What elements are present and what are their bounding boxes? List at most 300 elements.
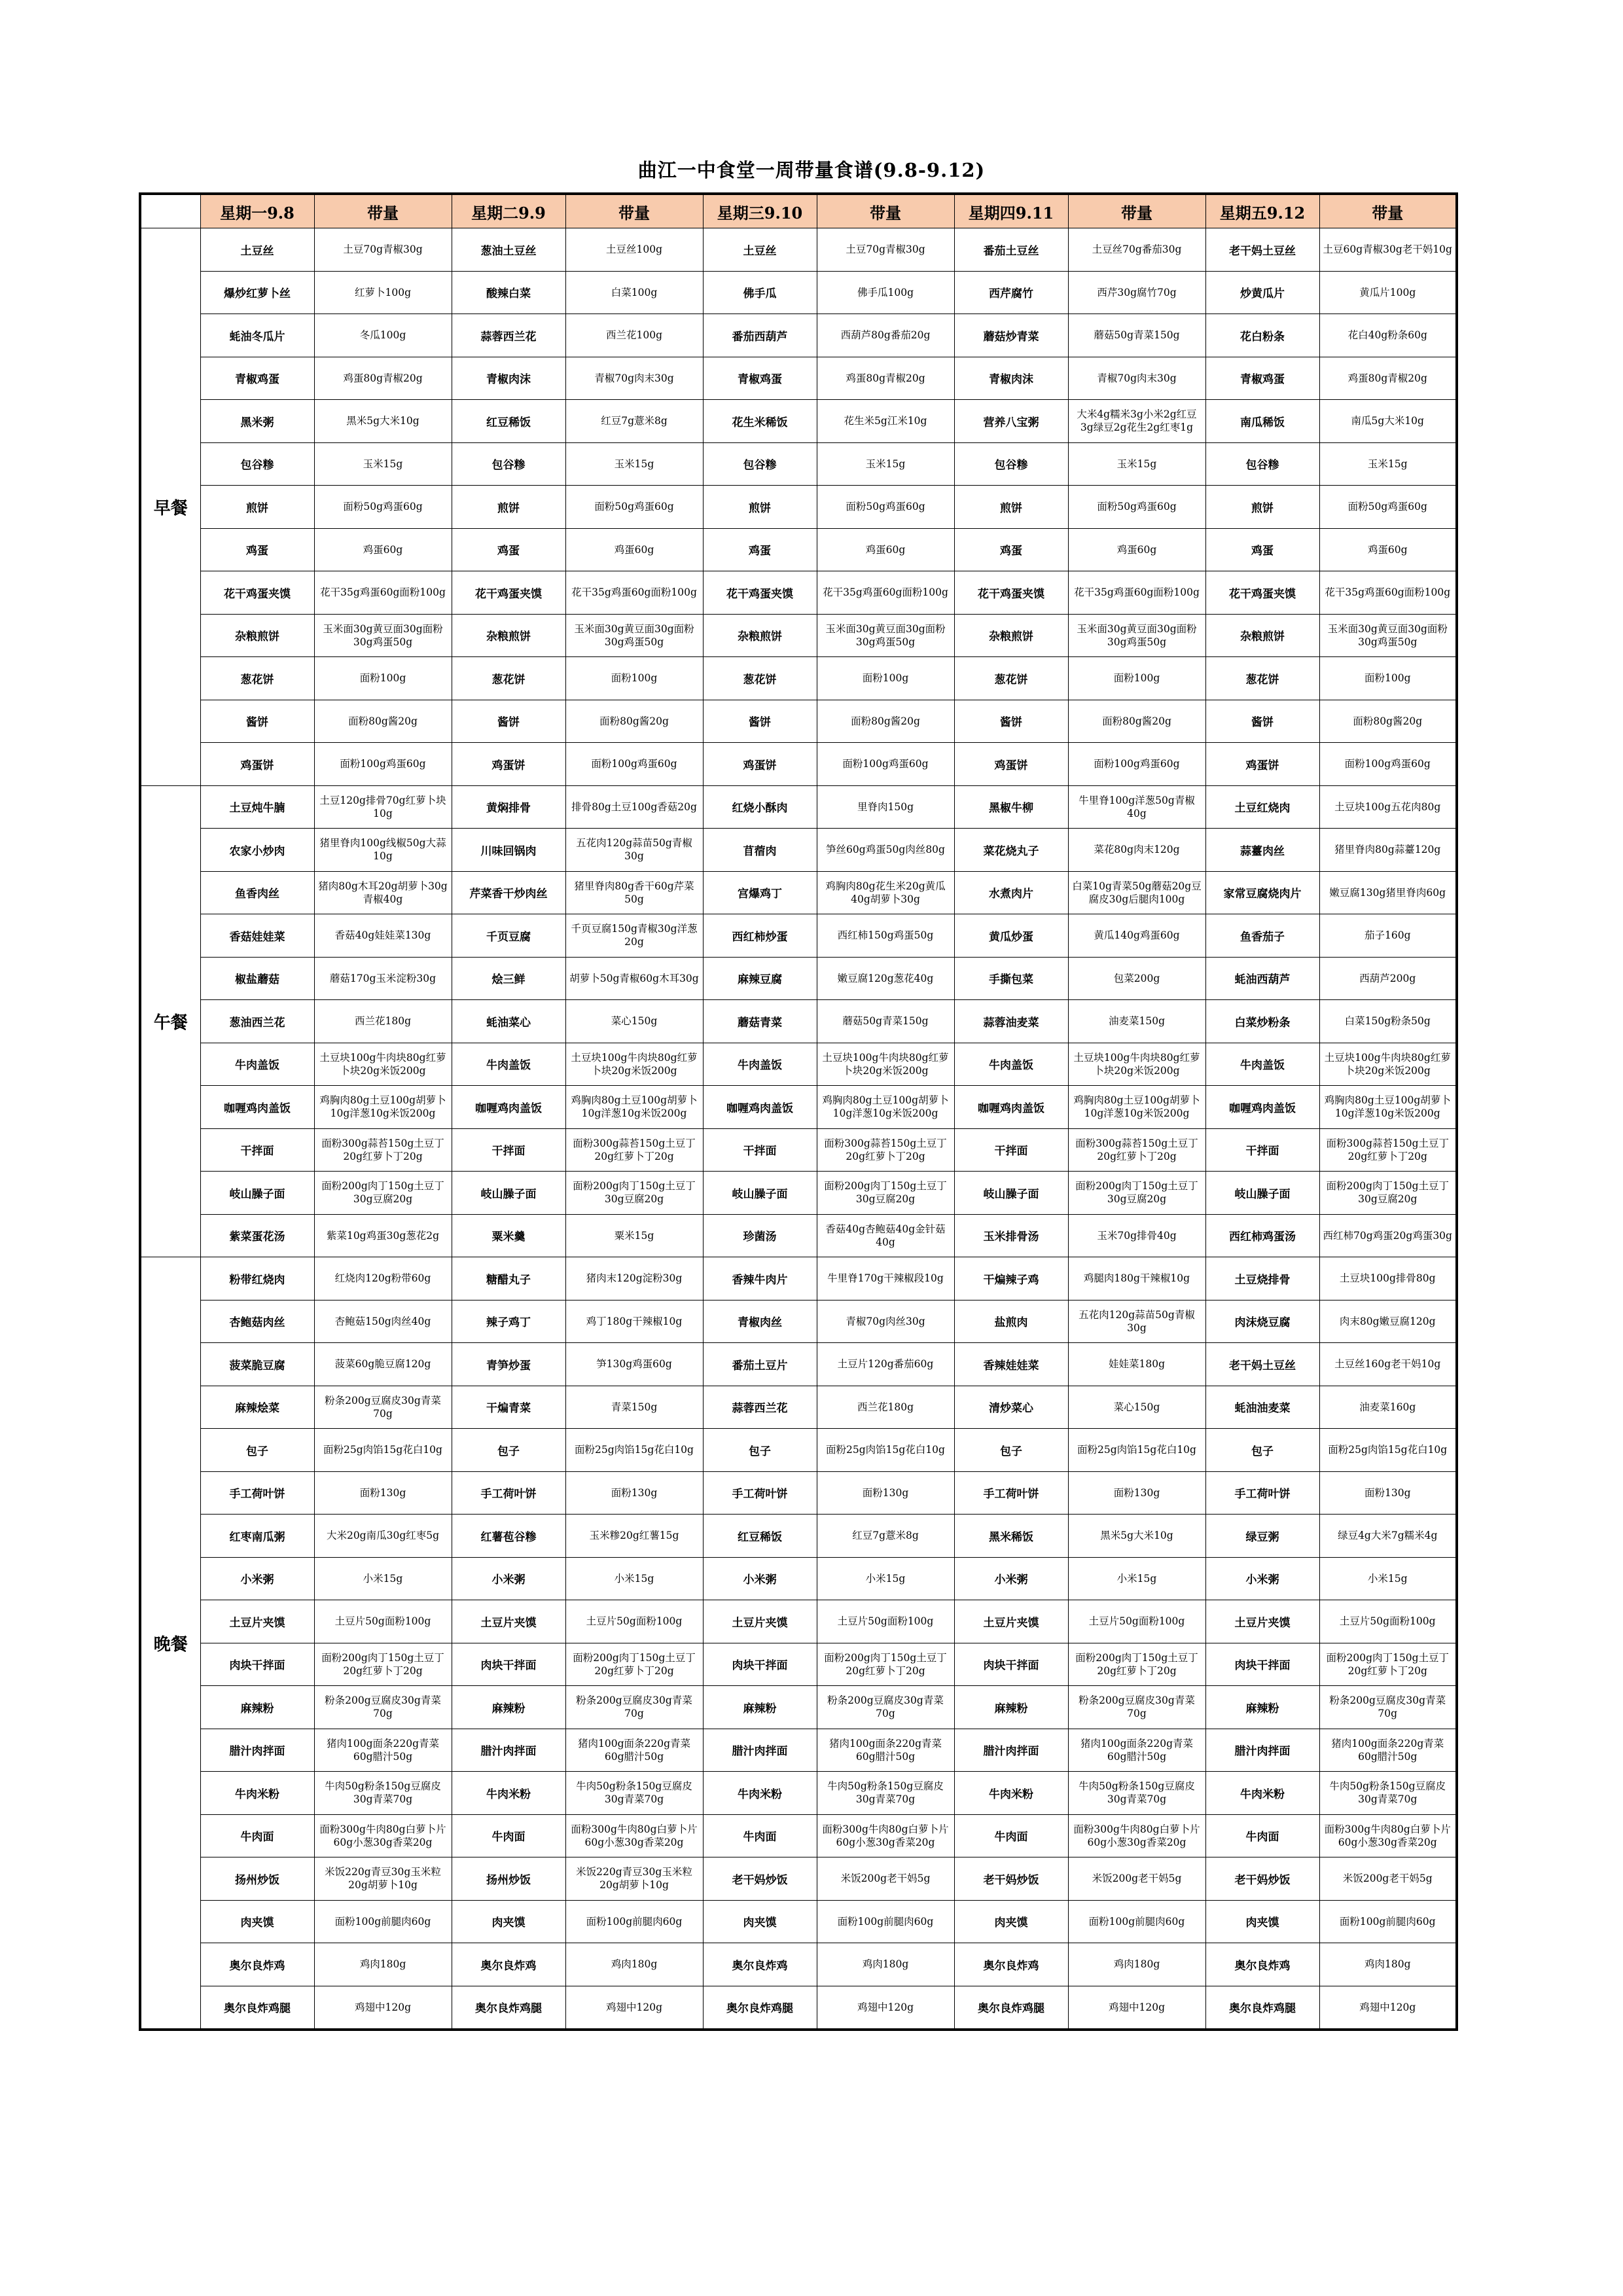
dish-name: 川味回锅肉 xyxy=(452,829,565,872)
amount-text: 鸡腿肉180g干辣椒10g xyxy=(1083,1272,1190,1285)
dish-name: 煎饼 xyxy=(703,486,817,529)
amount-text: 土豆丝160g老干妈10g xyxy=(1334,1358,1441,1371)
amount-text: 面粉130g xyxy=(359,1486,406,1499)
dish-name: 腊汁肉拌面 xyxy=(703,1729,817,1772)
dish-name: 包谷糁 xyxy=(452,442,565,486)
dish-name: 苜蓿肉 xyxy=(703,829,817,872)
amount-text: 面粉100g前腿肉60g xyxy=(334,1915,431,1928)
amount-text: 鸡胸肉80g花生米20g黄瓜40g胡萝卜30g xyxy=(825,880,946,905)
dish-name: 麻辣粉 xyxy=(1205,1686,1319,1729)
dish-amount xyxy=(565,1086,703,1129)
dish-amount xyxy=(565,1772,703,1815)
amount-text: 面粉200g肉丁150g土豆丁20g红萝卜丁20g xyxy=(1326,1651,1449,1677)
dish-amount xyxy=(1068,614,1205,657)
amount-text: 粉条200g豆腐皮30g青菜70g xyxy=(325,1394,441,1420)
dish-name: 奥尔良炸鸡 xyxy=(200,1943,314,1986)
dish-name: 蘑菇炒青菜 xyxy=(954,314,1068,357)
dish-amount xyxy=(1068,657,1205,700)
dish-name: 番茄西葫芦 xyxy=(703,314,817,357)
dish-name: 牛肉米粉 xyxy=(703,1772,817,1815)
amount-text: 青椒70g肉末30g xyxy=(1097,372,1177,384)
dish-amount xyxy=(1068,700,1205,743)
amount-text: 鸡蛋60g xyxy=(1367,543,1408,556)
amount-text: 粉条200g豆腐皮30g青菜70g xyxy=(325,1695,441,1720)
amount-text: 鸡肉180g xyxy=(1364,1958,1411,1971)
amount-text: 猪肉100g面条220g青菜60g腊汁50g xyxy=(577,1737,690,1763)
amount-text: 牛里脊100g洋葱50g青椒40g xyxy=(1079,794,1195,819)
dish-amount xyxy=(817,1857,954,1901)
amount-text: 嫩豆腐120g葱花40g xyxy=(837,972,934,984)
dish-amount xyxy=(817,1943,954,1986)
amount-text: 面粉50g鸡蛋60g xyxy=(343,501,423,513)
amount-text: 面粉25g肉馅15g花白10g xyxy=(1328,1444,1448,1456)
dish-name: 咖喱鸡肉盖饭 xyxy=(200,1086,314,1129)
amount-text: 鸡肉180g xyxy=(1113,1958,1160,1971)
amount-text: 面粉100g xyxy=(359,672,406,685)
amount-text: 米饭200g老干妈5g xyxy=(1342,1873,1433,1885)
dish-amount xyxy=(817,1257,954,1300)
dish-name: 蒜蓉西兰花 xyxy=(703,1386,817,1429)
amount-text: 西兰花100g xyxy=(605,329,662,342)
dish-amount xyxy=(1319,1257,1457,1300)
amount-text: 鸡蛋60g xyxy=(1116,543,1157,556)
dish-name: 咖喱鸡肉盖饭 xyxy=(452,1086,565,1129)
amount-text: 玉米面30g黄豆面30g面粉30g鸡蛋50g xyxy=(1327,622,1448,648)
dish-name: 牛肉盖饭 xyxy=(954,1043,1068,1086)
dish-amount xyxy=(1319,1900,1457,1943)
dish-name: 青椒鸡蛋 xyxy=(1205,357,1319,400)
dish-name: 麻辣烩菜 xyxy=(200,1386,314,1429)
amount-text: 米饭200g老干妈5g xyxy=(1092,1873,1182,1885)
header-row xyxy=(140,194,1457,228)
dish-name: 老干妈炒饭 xyxy=(954,1857,1068,1901)
amount-text: 面粉25g肉馅15g花白10g xyxy=(826,1444,945,1456)
dish-amount xyxy=(565,271,703,314)
amount-text: 面粉100g鸡蛋60g xyxy=(340,758,426,770)
amount-text: 鸡胸肉80g土豆100g胡萝卜10g洋葱10g米饭200g xyxy=(822,1094,949,1120)
dish-name: 腊汁肉拌面 xyxy=(1205,1729,1319,1772)
amount-text: 面粉200g肉丁150g土豆丁30g豆腐20g xyxy=(321,1180,444,1206)
amount-text: 鸡翅中120g xyxy=(354,2001,411,2013)
dish-name: 岐山臊子面 xyxy=(1205,1172,1319,1215)
dish-amount xyxy=(314,700,452,743)
amount-text: 鸡翅中120g xyxy=(605,2001,662,2013)
dish-amount xyxy=(817,271,954,314)
amount-text: 面粉300g牛肉80g白萝卜片60g小葱30g香菜20g xyxy=(822,1823,949,1848)
dish-amount xyxy=(1068,914,1205,958)
amount-text: 猪肉100g面条220g青菜60g腊汁50g xyxy=(1331,1737,1444,1763)
amount-text: 小米15g xyxy=(614,1572,654,1585)
dish-amount xyxy=(817,528,954,571)
dish-name: 麻辣豆腐 xyxy=(703,957,817,1000)
dish-name: 葱花饼 xyxy=(703,657,817,700)
amount-text: 面粉100g前腿肉60g xyxy=(837,1915,934,1928)
dish-amount xyxy=(565,657,703,700)
dish-amount xyxy=(1068,1086,1205,1129)
dish-name: 牛肉米粉 xyxy=(200,1772,314,1815)
dish-name: 肉块干拌面 xyxy=(1205,1643,1319,1686)
dish-name: 小米粥 xyxy=(452,1557,565,1600)
dish-amount xyxy=(817,743,954,786)
dish-name: 奥尔良炸鸡 xyxy=(703,1943,817,1986)
dish-name: 花干鸡蛋夹馍 xyxy=(200,571,314,615)
amount-text: 面粉100g xyxy=(1364,672,1411,685)
dish-amount xyxy=(1068,1943,1205,1986)
dish-name: 包子 xyxy=(703,1429,817,1472)
amount-text: 土豆120g排骨70g红萝卜块10g xyxy=(319,794,446,819)
dish-amount xyxy=(1319,571,1457,615)
dish-amount xyxy=(1068,1172,1205,1215)
menu-row xyxy=(140,1772,1457,1815)
dish-name: 牛肉面 xyxy=(703,1814,817,1857)
amount-text: 西红柿70g鸡蛋20g鸡蛋30g xyxy=(1323,1229,1452,1242)
dish-name: 鸡蛋 xyxy=(1205,528,1319,571)
amount-text: 西兰花180g xyxy=(857,1401,914,1413)
amount-text: 玉米面30g黄豆面30g面粉30g鸡蛋50g xyxy=(574,622,694,648)
dish-amount xyxy=(314,1429,452,1472)
amount-text: 米饭220g青豆30g玉米粒20g胡萝卜10g xyxy=(325,1866,441,1892)
menu-row xyxy=(140,400,1457,443)
amount-text: 菠菜60g脆豆腐120g xyxy=(334,1358,431,1371)
amount-text: 面粉200g肉丁150g土豆丁30g豆腐20g xyxy=(1326,1180,1449,1206)
dish-name: 煎饼 xyxy=(200,486,314,529)
dish-amount xyxy=(314,829,452,872)
dish-name: 葱花饼 xyxy=(1205,657,1319,700)
dish-amount xyxy=(1068,442,1205,486)
dish-name: 青椒鸡蛋 xyxy=(703,357,817,400)
amount-text: 小米15g xyxy=(363,1572,403,1585)
dish-amount xyxy=(565,1386,703,1429)
dish-amount xyxy=(817,829,954,872)
amount-text: 西葫芦200g xyxy=(1359,972,1416,984)
amount-text: 牛肉50g粉条150g豆腐皮30g青菜70g xyxy=(325,1780,441,1806)
dish-name: 土豆红烧肉 xyxy=(1205,785,1319,829)
dish-amount xyxy=(817,1686,954,1729)
dish-name: 土豆炖牛腩 xyxy=(200,785,314,829)
dish-amount xyxy=(817,1172,954,1215)
dish-amount xyxy=(1068,1429,1205,1472)
dish-name: 肉块干拌面 xyxy=(703,1643,817,1686)
dish-amount xyxy=(1319,700,1457,743)
amount-text: 排骨80g土豆100g香菇20g xyxy=(571,800,697,813)
dish-name: 西红柿鸡蛋汤 xyxy=(1205,1214,1319,1257)
dish-name: 西芹腐竹 xyxy=(954,271,1068,314)
dish-name: 包谷糁 xyxy=(703,442,817,486)
dish-name: 奥尔良炸鸡腿 xyxy=(1205,1986,1319,2030)
amount-text: 鸡胸肉80g土豆100g胡萝卜10g洋葱10g米饭200g xyxy=(319,1094,446,1120)
amount-text: 猪里脊肉80g香干60g芹菜50g xyxy=(574,880,694,905)
amount-text: 大米20g南瓜30g红枣5g xyxy=(326,1530,440,1542)
dish-name: 牛肉盖饭 xyxy=(1205,1043,1319,1086)
amount-text: 黄瓜片100g xyxy=(1359,286,1416,298)
dish-amount xyxy=(1319,1343,1457,1386)
dish-amount xyxy=(1319,486,1457,529)
dish-amount xyxy=(1319,1643,1457,1686)
amount-text: 面粉100g鸡蛋60g xyxy=(1344,758,1431,770)
dish-amount xyxy=(1319,1086,1457,1129)
amount-text: 小米15g xyxy=(1116,1572,1157,1585)
dish-amount xyxy=(1319,1300,1457,1343)
amount-text: 粉条200g豆腐皮30g青菜70g xyxy=(827,1695,944,1720)
menu-row xyxy=(140,357,1457,400)
dish-amount xyxy=(817,1643,954,1686)
menu-row xyxy=(140,486,1457,529)
menu-row xyxy=(140,914,1457,958)
day-header: 星期五9.12 xyxy=(1205,194,1319,228)
dish-amount xyxy=(314,1172,452,1215)
dish-name: 肉夹馍 xyxy=(1205,1900,1319,1943)
amount-text: 玉米面30g黄豆面30g面粉30g鸡蛋50g xyxy=(323,622,443,648)
amount-text: 香菇40g娃娃菜130g xyxy=(334,929,431,942)
dish-name: 鱼香茄子 xyxy=(1205,914,1319,958)
dish-name: 牛肉盖饭 xyxy=(200,1043,314,1086)
dish-amount xyxy=(1319,1986,1457,2030)
dish-name: 香辣牛肉片 xyxy=(703,1257,817,1300)
dish-amount xyxy=(1319,1172,1457,1215)
amount-text: 肉末80g嫩豆腐120g xyxy=(1339,1315,1436,1327)
amount-text: 牛肉50g粉条150g豆腐皮30g青菜70g xyxy=(1079,1780,1195,1806)
amount-text: 笋130g鸡蛋60g xyxy=(596,1358,672,1371)
amount-text: 土豆片50g面粉100g xyxy=(334,1615,431,1628)
dish-amount xyxy=(314,400,452,443)
dish-amount xyxy=(1319,657,1457,700)
amount-text: 面粉200g肉丁150g土豆丁30g豆腐20g xyxy=(573,1180,696,1206)
dish-amount xyxy=(1319,400,1457,443)
amount-text: 茄子160g xyxy=(1364,929,1411,942)
menu-row xyxy=(140,528,1457,571)
dish-amount xyxy=(565,1300,703,1343)
dish-name: 包子 xyxy=(954,1429,1068,1472)
amount-text: 包菜200g xyxy=(1113,972,1160,984)
amount-text: 杏鲍菇150g肉丝40g xyxy=(334,1315,431,1327)
dish-name: 杂粮煎饼 xyxy=(703,614,817,657)
dish-name: 牛肉盖饭 xyxy=(703,1043,817,1086)
amount-header: 带量 xyxy=(1319,194,1457,228)
amount-text: 土豆块100g五花肉80g xyxy=(1334,800,1441,813)
amount-text: 面粉300g蒜苔150g土豆丁20g红萝卜丁20g xyxy=(1326,1137,1449,1162)
dish-amount xyxy=(817,1772,954,1815)
dish-name: 咖喱鸡肉盖饭 xyxy=(703,1086,817,1129)
amount-text: 小米15g xyxy=(1367,1572,1408,1585)
dish-name: 牛肉面 xyxy=(200,1814,314,1857)
amount-text: 牛里脊170g干辣椒段10g xyxy=(827,1272,944,1285)
dish-amount xyxy=(314,1600,452,1643)
amount-text: 花生米5g江米10g xyxy=(844,415,927,427)
dish-amount xyxy=(817,914,954,958)
dish-amount xyxy=(314,528,452,571)
dish-amount xyxy=(1068,486,1205,529)
dish-name: 杂粮煎饼 xyxy=(1205,614,1319,657)
dish-amount xyxy=(314,1857,452,1901)
dish-amount xyxy=(817,1214,954,1257)
amount-text: 鸡蛋80g青椒20g xyxy=(846,372,925,384)
meal-label: 午餐 xyxy=(140,785,200,1257)
menu-row xyxy=(140,1043,1457,1086)
dish-amount xyxy=(565,871,703,914)
menu-row xyxy=(140,1000,1457,1043)
dish-name: 鱼香肉丝 xyxy=(200,871,314,914)
amount-text: 土豆70g青椒30g xyxy=(846,243,925,256)
dish-amount xyxy=(1068,1471,1205,1515)
amount-text: 粉条200g豆腐皮30g青菜70g xyxy=(1079,1695,1195,1720)
dish-amount xyxy=(1068,829,1205,872)
amount-text: 西兰花180g xyxy=(354,1015,411,1028)
dish-amount xyxy=(817,1900,954,1943)
dish-amount xyxy=(1319,1214,1457,1257)
dish-name: 包子 xyxy=(200,1429,314,1472)
dish-amount xyxy=(817,1386,954,1429)
menu-row xyxy=(140,1814,1457,1857)
dish-name: 青椒肉沫 xyxy=(452,357,565,400)
dish-name: 鸡蛋饼 xyxy=(954,743,1068,786)
dish-amount xyxy=(1068,271,1205,314)
amount-text: 猪肉100g面条220g青菜60g腊汁50g xyxy=(326,1737,439,1763)
amount-text: 土豆60g青椒30g老干妈10g xyxy=(1323,243,1452,256)
amount-text: 蘑菇50g青菜150g xyxy=(842,1015,929,1028)
dish-name: 手工荷叶饼 xyxy=(954,1471,1068,1515)
dish-amount xyxy=(1068,314,1205,357)
dish-amount xyxy=(565,442,703,486)
amount-text: 鸡翅中120g xyxy=(1108,2001,1165,2013)
dish-name: 杏鲍菇肉丝 xyxy=(200,1300,314,1343)
menu-row xyxy=(140,1214,1457,1257)
dish-amount xyxy=(314,1772,452,1815)
dish-amount xyxy=(314,1128,452,1172)
dish-amount xyxy=(1068,1515,1205,1558)
amount-text: 红萝卜100g xyxy=(354,286,411,298)
dish-amount xyxy=(817,657,954,700)
dish-name: 水煮肉片 xyxy=(954,871,1068,914)
dish-amount xyxy=(1319,1557,1457,1600)
amount-text: 面粉100g前腿肉60g xyxy=(1339,1915,1436,1928)
amount-text: 鸡肉180g xyxy=(611,1958,658,1971)
amount-text: 红豆7g薏米8g xyxy=(601,415,668,427)
amount-text: 面粉100g前腿肉60g xyxy=(1088,1915,1185,1928)
dish-amount xyxy=(565,1986,703,2030)
amount-text: 鸡胸肉80g土豆100g胡萝卜10g洋葱10g米饭200g xyxy=(1073,1094,1200,1120)
amount-text: 牛肉50g粉条150g豆腐皮30g青菜70g xyxy=(827,1780,944,1806)
amount-text: 紫菜10g鸡蛋30g葱花2g xyxy=(326,1229,440,1242)
dish-amount xyxy=(565,614,703,657)
amount-text: 花干35g鸡蛋60g面粉100g xyxy=(320,586,446,599)
dish-name: 土豆片夹馍 xyxy=(200,1600,314,1643)
amount-text: 面粉100g鸡蛋60g xyxy=(591,758,677,770)
dish-amount xyxy=(314,657,452,700)
dish-amount xyxy=(314,228,452,272)
dish-amount xyxy=(1068,1900,1205,1943)
amount-text: 面粉300g牛肉80g白萝卜片60g小葱30g香菜20g xyxy=(1073,1823,1200,1848)
dish-amount xyxy=(1319,1000,1457,1043)
amount-text: 南瓜5g大米10g xyxy=(1351,415,1424,427)
day-header: 星期四9.11 xyxy=(954,194,1068,228)
dish-amount xyxy=(1068,1600,1205,1643)
amount-text: 面粉200g肉丁150g土豆丁20g红萝卜丁20g xyxy=(824,1651,947,1677)
dish-amount xyxy=(565,1600,703,1643)
dish-name: 青笋炒蛋 xyxy=(452,1343,565,1386)
menu-row xyxy=(140,1471,1457,1515)
dish-amount xyxy=(817,314,954,357)
dish-amount xyxy=(1068,871,1205,914)
amount-text: 土豆丝70g番茄30g xyxy=(1092,243,1182,256)
dish-amount xyxy=(314,1471,452,1515)
dish-name: 手工荷叶饼 xyxy=(452,1471,565,1515)
dish-name: 肉夹馍 xyxy=(452,1900,565,1943)
dish-name: 青椒肉沫 xyxy=(954,357,1068,400)
dish-name: 蒜薹肉丝 xyxy=(1205,829,1319,872)
dish-name: 清炒菜心 xyxy=(954,1386,1068,1429)
dish-amount xyxy=(565,357,703,400)
meal-label: 晚餐 xyxy=(140,1257,200,2030)
amount-text: 笋丝60g鸡蛋50g肉丝80g xyxy=(826,844,945,856)
dish-amount xyxy=(565,1000,703,1043)
menu-row xyxy=(140,1557,1457,1600)
amount-text: 花干35g鸡蛋60g面粉100g xyxy=(571,586,697,599)
dish-amount xyxy=(817,1600,954,1643)
amount-text: 白菜10g青菜50g蘑菇20g豆腐皮30g后腿肉100g xyxy=(1072,880,1202,905)
amount-text: 黑米5g大米10g xyxy=(1100,1530,1173,1542)
amount-text: 娃娃菜180g xyxy=(1108,1358,1165,1371)
dish-amount xyxy=(1068,357,1205,400)
dish-amount xyxy=(314,1000,452,1043)
menu-row xyxy=(140,700,1457,743)
dish-amount xyxy=(817,1986,954,2030)
dish-name: 奥尔良炸鸡腿 xyxy=(703,1986,817,2030)
amount-text: 五花肉120g蒜苗50g青椒30g xyxy=(1079,1308,1195,1334)
dish-amount xyxy=(565,314,703,357)
dish-amount xyxy=(1319,871,1457,914)
dish-name: 花干鸡蛋夹馍 xyxy=(954,571,1068,615)
dish-name: 干拌面 xyxy=(954,1128,1068,1172)
amount-text: 面粉300g蒜苔150g土豆丁20g红萝卜丁20g xyxy=(321,1137,444,1162)
dish-amount xyxy=(817,700,954,743)
dish-amount xyxy=(314,1814,452,1857)
amount-text: 玉米面30g黄豆面30g面粉30g鸡蛋50g xyxy=(1077,622,1197,648)
amount-text: 青椒70g肉末30g xyxy=(594,372,674,384)
dish-amount xyxy=(1068,1686,1205,1729)
dish-amount xyxy=(1319,528,1457,571)
amount-text: 菜花80g肉末120g xyxy=(1094,844,1180,856)
dish-name: 咖喱鸡肉盖饭 xyxy=(1205,1086,1319,1129)
dish-amount xyxy=(1068,785,1205,829)
menu-row xyxy=(140,743,1457,786)
dish-amount xyxy=(1319,357,1457,400)
dish-name: 酱饼 xyxy=(200,700,314,743)
dish-name: 蒜蓉油麦菜 xyxy=(954,1000,1068,1043)
dish-amount xyxy=(314,357,452,400)
dish-amount xyxy=(314,314,452,357)
amount-text: 红烧肉120g粉带60g xyxy=(334,1272,431,1285)
dish-name: 奥尔良炸鸡 xyxy=(1205,1943,1319,1986)
amount-text: 鸡肉180g xyxy=(359,1958,406,1971)
amount-text: 面粉200g肉丁150g土豆丁20g红萝卜丁20g xyxy=(321,1651,444,1677)
dish-name: 肉块干拌面 xyxy=(954,1643,1068,1686)
dish-amount xyxy=(314,571,452,615)
amount-text: 鸡蛋80g青椒20g xyxy=(343,372,423,384)
amount-text: 土豆块100g牛肉块80g红萝卜块20g米饭200g xyxy=(1324,1051,1451,1077)
dish-amount xyxy=(1068,1257,1205,1300)
menu-row xyxy=(140,1857,1457,1901)
dish-name: 岐山臊子面 xyxy=(954,1172,1068,1215)
dish-name: 煎饼 xyxy=(1205,486,1319,529)
amount-text: 小米15g xyxy=(865,1572,906,1585)
menu-row xyxy=(140,1900,1457,1943)
dish-name: 扬州炒饭 xyxy=(452,1857,565,1901)
dish-amount xyxy=(1319,1814,1457,1857)
dish-name: 包谷糁 xyxy=(954,442,1068,486)
dish-name: 手工荷叶饼 xyxy=(1205,1471,1319,1515)
dish-name: 花白粉条 xyxy=(1205,314,1319,357)
dish-amount xyxy=(1068,1729,1205,1772)
